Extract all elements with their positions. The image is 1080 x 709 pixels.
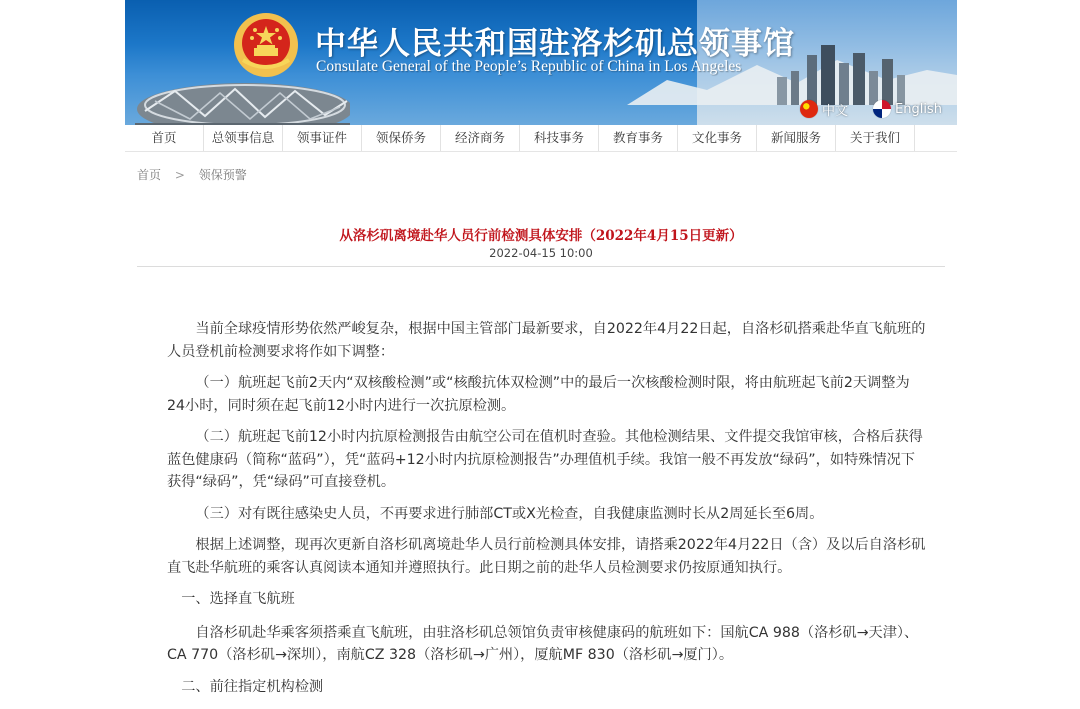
nav-item-consul-general[interactable]: 总领事信息 bbox=[204, 125, 283, 151]
article-paragraph: 根据上述调整，现再次更新自洛杉矶离境赴华人员行前检测具体安排，请搭乘2022年4月22日（含）及以后自洛杉矶直飞赴华航班的乘客认真阅读本通知并遵照执行。此日期之前的赴华人员检测要求仍按原通知执行。 bbox=[167, 537, 926, 576]
breadcrumb bbox=[137, 166, 247, 183]
uk-flag-icon bbox=[873, 100, 891, 118]
article-paragraph: （二）航班起飞前12小时内抗原检测报告由航空公司在值机时查验。其他检测结果、文件提交我馆审核，合格后获得蓝色健康码（简称“蓝码”），凭“蓝码+12小时内抗原检测报告”办理值机手续。我馆一般不再发放“绿码”，如特殊情况下获得“绿码”，凭“绿码”可直接登机。 bbox=[167, 429, 923, 490]
language-chinese-label: 中文 bbox=[822, 103, 849, 119]
nav-item-home[interactable]: 首页 bbox=[125, 125, 204, 151]
language-english-label: English bbox=[895, 101, 942, 117]
nav-item-culture[interactable]: 文化事务 bbox=[678, 125, 757, 151]
title-divider bbox=[137, 266, 945, 267]
nav-item-news[interactable]: 新闻服务 bbox=[757, 125, 836, 151]
nav-item-science-tech[interactable]: 科技事务 bbox=[520, 125, 599, 151]
china-flag-icon bbox=[800, 100, 818, 118]
article-paragraph: （一）航班起飞前2天内“双核酸检测”或“核酸抗体双检测”中的最后一次核酸检测时限，将由航班起飞前2天调整为24小时，同时须在起飞前12小时内进行一次抗原检测。 bbox=[167, 375, 910, 414]
article-body bbox=[167, 318, 927, 709]
nav-item-consular-documents[interactable]: 领事证件 bbox=[283, 125, 362, 151]
article-title: 从洛杉矶离境赴华人员行前检测具体安排（2022年4月15日更新） bbox=[339, 228, 743, 244]
section-heading: 一、选择直飞航班 bbox=[181, 591, 295, 607]
article-paragraph: 当前全球疫情形势依然严峻复杂，根据中国主管部门最新要求，自2022年4月22日起，自洛杉矶搭乘赴华直飞航班的人员登机前检测要求将作如下调整： bbox=[167, 321, 926, 360]
section-heading: 二、前往指定机构检测 bbox=[181, 678, 324, 695]
article-paragraph: （三）对有既往感染史人员，不再要求进行肺部CT或X光检查，自我健康监测时长从2周延长至6周。 bbox=[195, 505, 824, 522]
site-title-chinese: 中华人民共和国驻洛杉矶总领事馆 bbox=[315, 26, 795, 62]
language-english-link[interactable] bbox=[873, 98, 942, 120]
nav-item-education[interactable]: 教育事务 bbox=[599, 125, 678, 151]
article-paragraph: 自洛杉矶赴华乘客须搭乘直飞航班，由驻洛杉矶总领馆负责审核健康码的航班如下：国航CA 988（洛杉矶→天津）、 CA 770（洛杉矶→深圳），南航CZ 328（洛杉矶→广州），厦航MF 830（洛杉矶→厦门）。 bbox=[167, 624, 919, 663]
breadcrumb-home-link[interactable]: 首页 bbox=[137, 168, 162, 182]
page bbox=[125, 0, 957, 695]
breadcrumb-separator: > bbox=[174, 168, 185, 182]
national-emblem-icon bbox=[233, 12, 299, 78]
nav-item-about-us[interactable]: 关于我们 bbox=[836, 125, 915, 151]
breadcrumb-current-link[interactable]: 领保预警 bbox=[198, 168, 247, 182]
article-date: 2022-04-15 10:00 bbox=[489, 246, 593, 260]
main-nav bbox=[125, 125, 957, 152]
header-banner bbox=[125, 0, 957, 125]
nav-item-economic-commerce[interactable]: 经济商务 bbox=[441, 125, 520, 151]
nav-item-consular-protection[interactable]: 领保侨务 bbox=[362, 125, 441, 151]
site-title-english: Consulate General of the People’s Republic of China in Los Angeles bbox=[316, 58, 742, 75]
language-chinese-link[interactable] bbox=[800, 98, 848, 120]
